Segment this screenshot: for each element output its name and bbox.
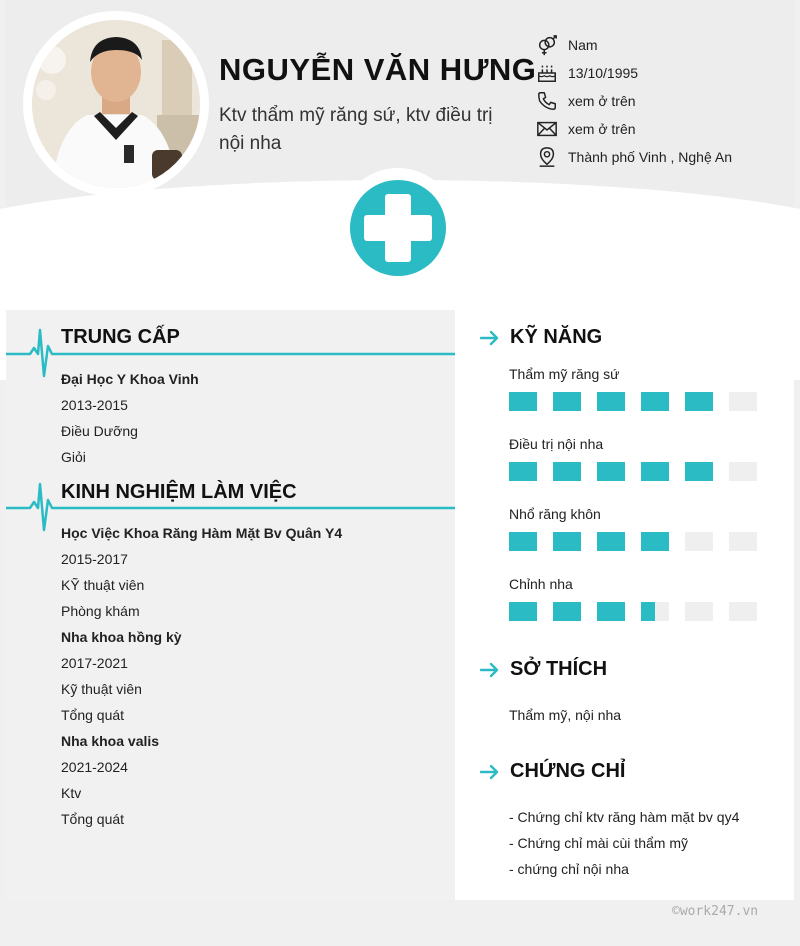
skill-label: Thẩm mỹ răng sứ xyxy=(509,366,620,382)
avatar-frame xyxy=(23,11,209,197)
skill-segment-fill xyxy=(553,462,581,481)
arrow-right-icon xyxy=(480,662,500,678)
contact-gender xyxy=(536,33,598,57)
skill-bar xyxy=(509,462,759,481)
contact-birthday-text: 13/10/1995 xyxy=(568,65,639,81)
avatar-photo xyxy=(32,20,200,188)
skill-bar xyxy=(509,602,759,621)
skill-segment-fill xyxy=(553,602,581,621)
contact-email-text: xem ở trên xyxy=(568,121,636,137)
skill-segment xyxy=(553,462,581,481)
skill-segment xyxy=(509,602,537,621)
candidate-name: NGUYỄN VĂN HƯNG xyxy=(219,52,537,87)
skills-title xyxy=(480,326,602,349)
skills-title-text: KỸ NĂNG xyxy=(510,326,603,348)
skill-segment xyxy=(685,532,713,551)
skill-segment xyxy=(729,462,757,481)
skill-label: Chỉnh nha xyxy=(509,576,573,592)
education-item: 2013-2015 xyxy=(61,397,128,413)
skill-segment xyxy=(553,532,581,551)
skill-segment xyxy=(685,392,713,411)
skill-segment-fill xyxy=(641,392,669,411)
skill-segment xyxy=(597,392,625,411)
skill-segment-fill xyxy=(509,532,537,551)
skill-segment xyxy=(685,462,713,481)
skill-segment-fill xyxy=(641,602,655,621)
experience-item: 2017-2021 xyxy=(61,655,128,671)
hobbies-title-text: SỞ THÍCH xyxy=(510,658,608,680)
skill-segment-fill xyxy=(597,392,625,411)
experience-item: 2021-2024 xyxy=(61,759,128,775)
skill-segment xyxy=(641,392,669,411)
experience-item: Nha khoa hồng kỳ xyxy=(61,629,182,645)
education-title: TRUNG CẤP xyxy=(61,326,180,348)
skill-segment xyxy=(729,392,757,411)
arrow-right-icon xyxy=(480,330,500,346)
certificate-item: - Chứng chỉ mài cùi thẩm mỹ xyxy=(509,835,688,851)
experience-item: Ktv xyxy=(61,785,82,801)
avatar xyxy=(32,20,200,188)
skill-segment-fill xyxy=(553,392,581,411)
skill-segment xyxy=(641,602,669,621)
experience-item: Phòng khám xyxy=(61,603,140,619)
certificates-title xyxy=(480,760,625,783)
experience-item: 2015-2017 xyxy=(61,551,128,567)
skill-segment-fill xyxy=(597,532,625,551)
left-column xyxy=(6,310,455,900)
contact-location-text: Thành phố Vinh , Nghệ An xyxy=(568,149,732,165)
skill-segment xyxy=(509,462,537,481)
certificates-title-text: CHỨNG CHỈ xyxy=(510,760,626,782)
education-item: Đại Học Y Khoa Vinh xyxy=(61,371,199,387)
experience-item: Tổng quát xyxy=(61,707,125,723)
skill-segment-fill xyxy=(685,462,713,481)
skill-segment xyxy=(729,532,757,551)
skill-segment-fill xyxy=(509,602,537,621)
skill-segment-fill xyxy=(597,462,625,481)
hobbies-text: Thẩm mỹ, nội nha xyxy=(509,707,622,723)
skill-segment-fill xyxy=(641,462,669,481)
contact-birthday xyxy=(536,61,638,85)
experience-title: KINH NGHIỆM LÀM VIỆC xyxy=(61,481,297,503)
skill-segment-fill xyxy=(553,532,581,551)
watermark: ©work247.vn xyxy=(672,904,759,919)
medical-cross-icon xyxy=(350,180,446,276)
contact-phone-text: xem ở trên xyxy=(568,93,636,109)
experience-item: Kỹ thuật viên xyxy=(61,681,142,697)
experience-item: Học Việc Khoa Răng Hàm Mặt Bv Quân Y4 xyxy=(61,525,343,541)
education-item: Điều Dưỡng xyxy=(61,423,138,439)
contact-phone xyxy=(536,89,636,113)
skill-segment xyxy=(685,602,713,621)
contact-location xyxy=(536,145,732,169)
contact-gender-text: Nam xyxy=(568,37,598,53)
skill-segment xyxy=(509,392,537,411)
skill-bar xyxy=(509,532,759,551)
certificate-item: - Chứng chỉ ktv răng hàm mặt bv qy4 xyxy=(509,809,740,825)
skill-label: Nhổ răng khôn xyxy=(509,506,601,522)
skill-segment-fill xyxy=(641,532,669,551)
skill-segment xyxy=(641,462,669,481)
education-item: Giỏi xyxy=(61,449,86,465)
birthday-cake-icon xyxy=(536,62,558,84)
location-pin-icon xyxy=(536,146,558,168)
hobbies-title xyxy=(480,658,607,681)
job-title: Ktv thẩm mỹ răng sứ, ktv điều trị nội nha xyxy=(219,105,493,154)
cv-page xyxy=(6,0,794,900)
experience-item: KỸ thuật viên xyxy=(61,577,145,593)
medical-plus-badge xyxy=(338,168,458,288)
skill-segment xyxy=(597,462,625,481)
skill-segment xyxy=(553,392,581,411)
skill-segment xyxy=(729,602,757,621)
skill-segment-fill xyxy=(509,462,537,481)
contact-email xyxy=(536,117,636,141)
skill-bar xyxy=(509,392,759,411)
experience-item: Tổng quát xyxy=(61,811,125,827)
skill-segment-fill xyxy=(597,602,625,621)
skill-segment xyxy=(509,532,537,551)
skill-segment-fill xyxy=(685,392,713,411)
skill-segment xyxy=(553,602,581,621)
email-icon xyxy=(536,118,558,140)
skill-segment xyxy=(597,602,625,621)
experience-item: Nha khoa valis xyxy=(61,733,160,749)
skill-segment-fill xyxy=(509,392,537,411)
skill-label: Điều trị nội nha xyxy=(509,436,604,452)
phone-icon xyxy=(536,90,558,112)
skill-segment xyxy=(641,532,669,551)
gender-icon xyxy=(536,34,558,56)
arrow-right-icon xyxy=(480,764,500,780)
skill-segment xyxy=(597,532,625,551)
certificate-item: - chứng chỉ nội nha xyxy=(509,861,629,877)
